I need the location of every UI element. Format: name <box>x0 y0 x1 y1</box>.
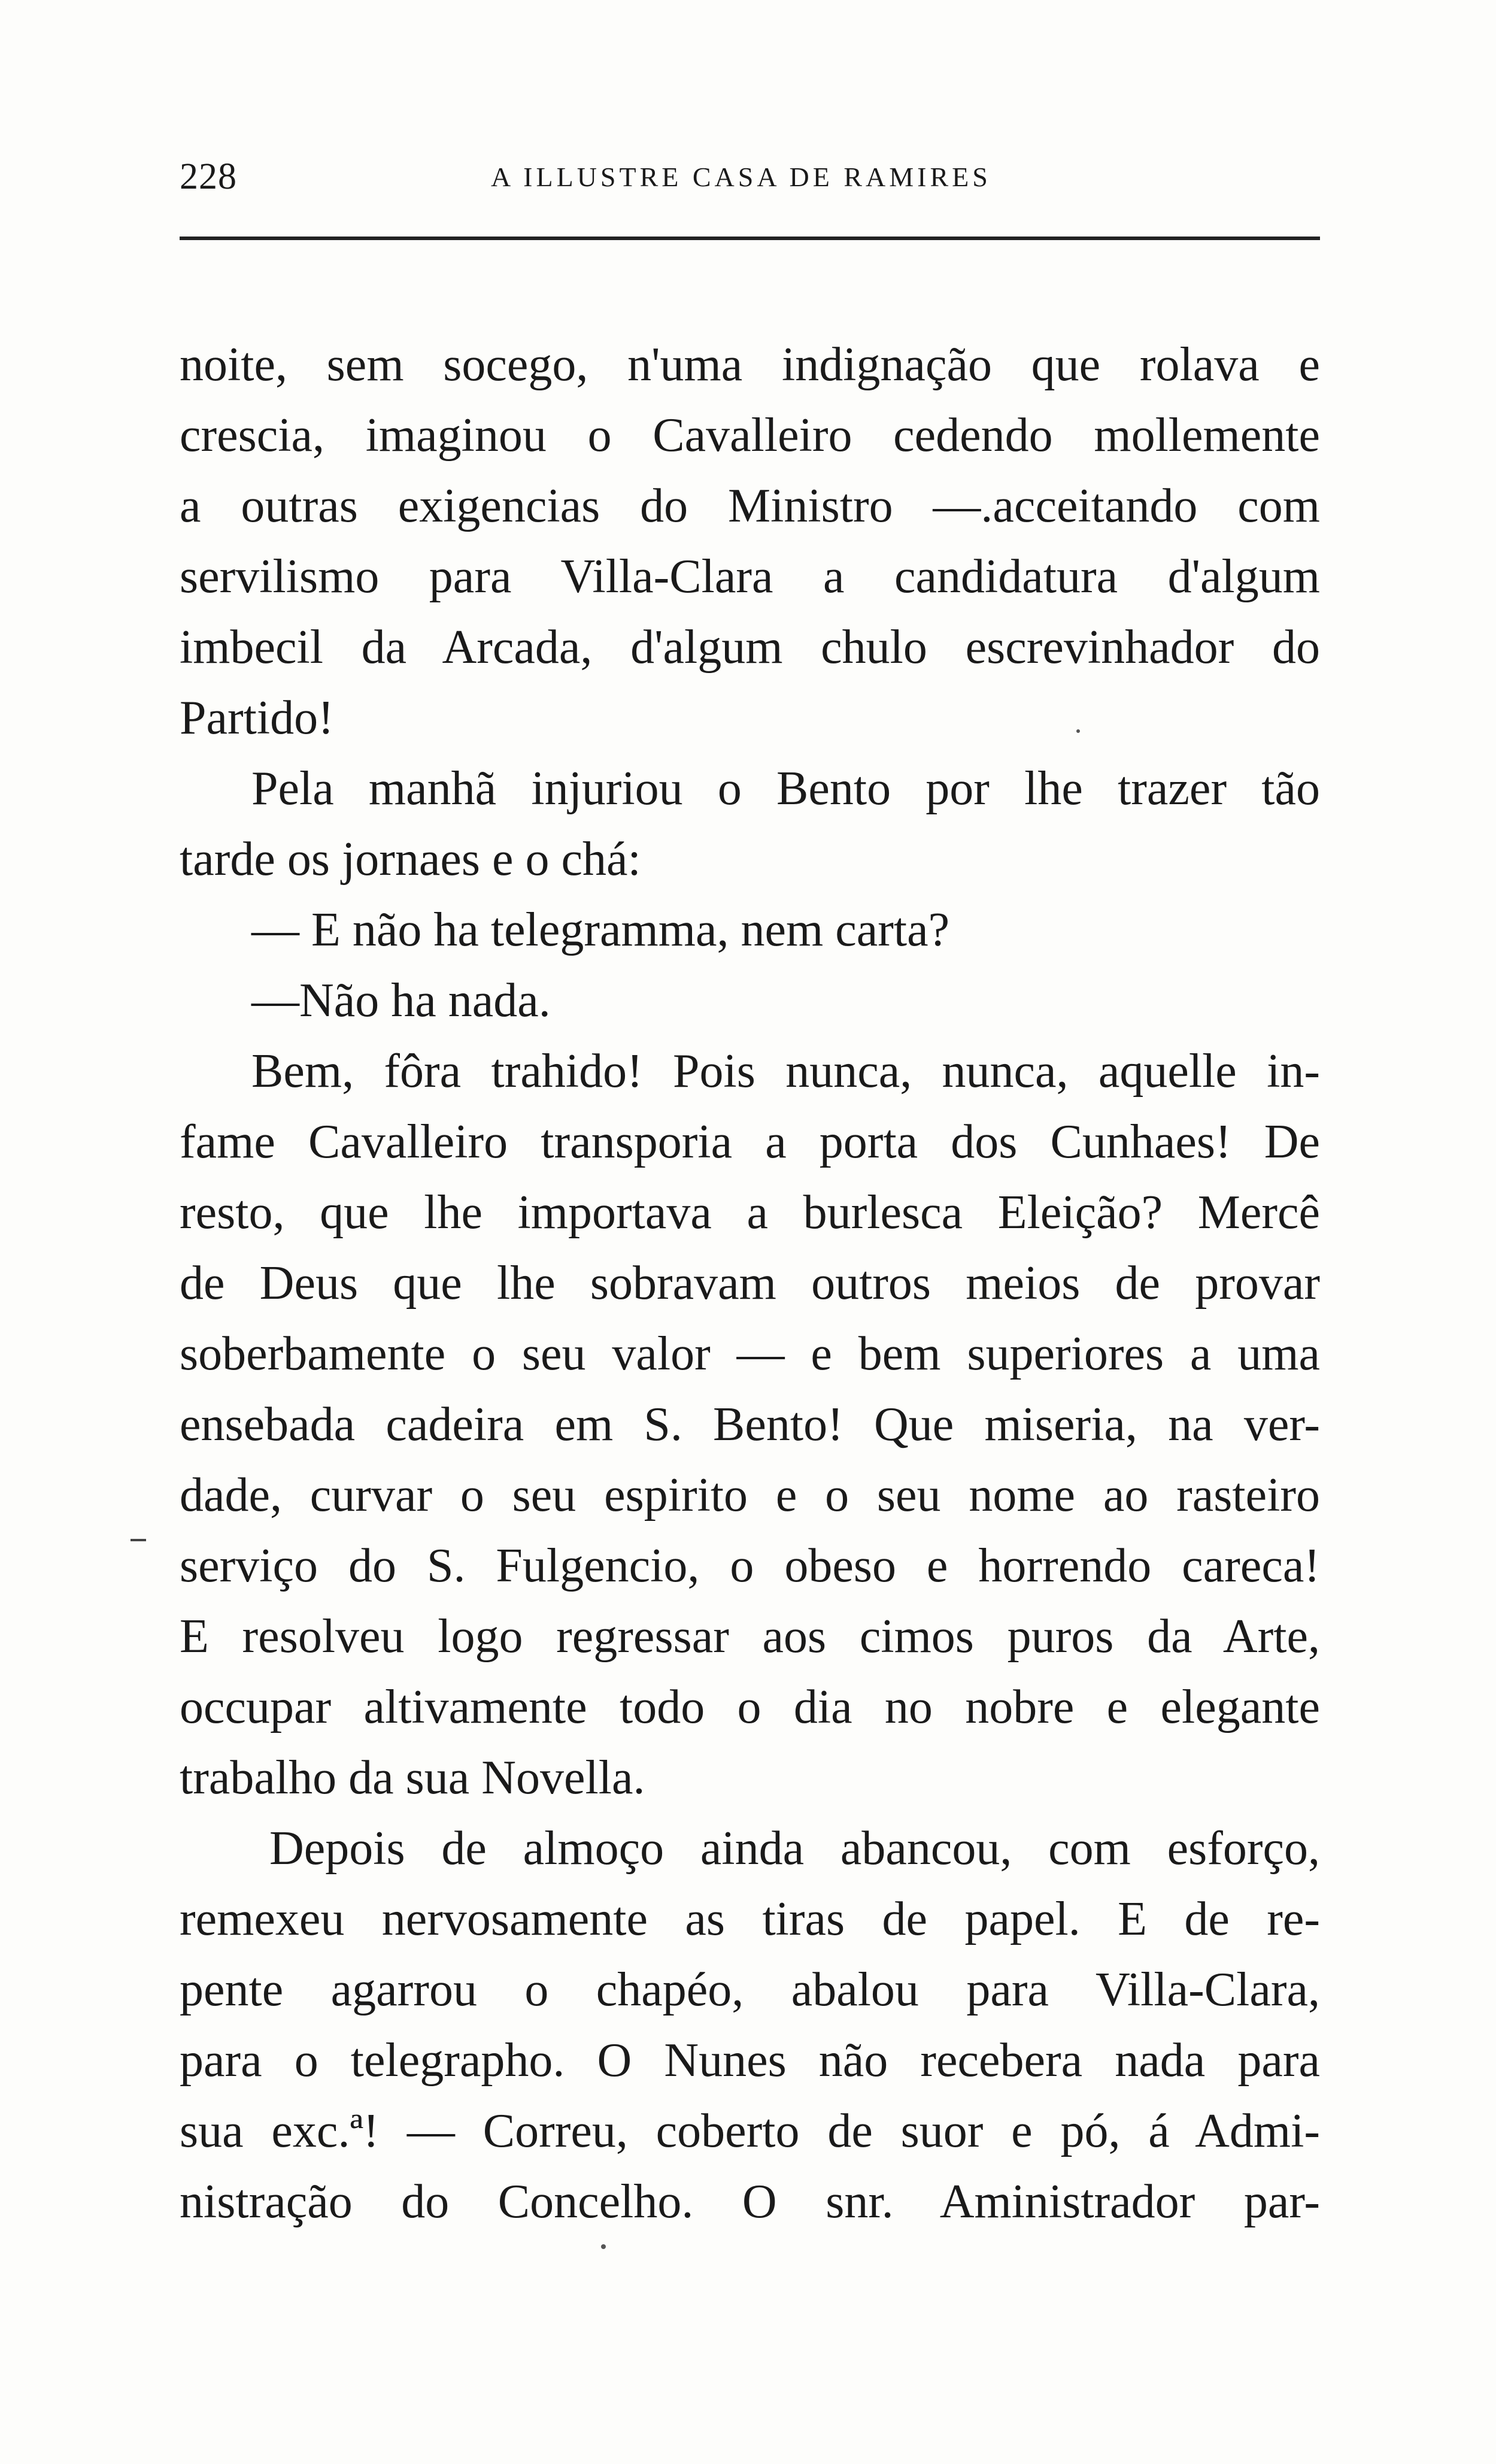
page-number: 228 <box>180 156 237 197</box>
margin-mark <box>131 1539 146 1541</box>
text-line: ensebada cadeira em S. Bento! Que miseria, na ver- <box>180 1398 1320 1451</box>
text-line: Partido! <box>180 692 334 744</box>
text-line: para o telegrapho. O Nunes não recebera nada para <box>180 2034 1320 2087</box>
text-line: Depois de almoço ainda abancou, com esforço, <box>269 1822 1320 1875</box>
text-line: servilismo para Villa-Clara a candidatura d'algum <box>180 550 1320 603</box>
text-line: de Deus que lhe sobravam outros meios de provar <box>180 1257 1320 1310</box>
text-line: crescia, imaginou o Cavalleiro cedendo mollemente <box>180 409 1320 462</box>
text-line: fame Cavalleiro transporia a porta dos Cunhaes! De <box>180 1116 1320 1168</box>
text-line: — E não ha telegramma, nem carta? <box>251 904 950 956</box>
paper-speck <box>1076 729 1080 733</box>
text-line: resto, que lhe importava a burlesca Eleição? Mercê <box>180 1186 1320 1239</box>
text-line: E resolveu logo regressar aos cimos puros da Arte, <box>180 1610 1320 1663</box>
body-text <box>180 329 1320 2237</box>
text-line: trabalho da sua Novella. <box>180 1751 645 1804</box>
text-line: tarde os jornaes e o chá: <box>180 833 641 886</box>
paper-speck <box>601 2244 606 2249</box>
text-line: noite, sem socego, n'uma indignação que rolava e <box>180 338 1320 391</box>
running-title: A ILLUSTRE CASA DE RAMIRES <box>491 162 991 192</box>
running-head <box>180 153 1320 201</box>
text-line: pente agarrou o chapéo, abalou para Villa-Clara, <box>180 1963 1320 2016</box>
text-line: nistração do Concelho. O snr. Aministrador par- <box>180 2175 1320 2228</box>
text-line: remexeu nervosamente as tiras de papel. E de re- <box>180 1893 1320 1945</box>
header-rule <box>180 237 1320 240</box>
text-line: occupar altivamente todo o dia no nobre e elegante <box>180 1681 1320 1733</box>
text-line: a outras exigencias do Ministro —.acceitando com <box>180 480 1320 532</box>
text-line: Pela manhã injuriou o Bento por lhe trazer tão <box>251 762 1320 815</box>
text-line: —Não ha nada. <box>251 974 551 1027</box>
text-line: soberbamente o seu valor — e bem superiores a uma <box>180 1328 1320 1380</box>
text-line: serviço do S. Fulgencio, o obeso e horrendo careca! <box>180 1539 1320 1592</box>
text-line: imbecil da Arcada, d'algum chulo escrevinhador do <box>180 621 1320 674</box>
text-line: Bem, fôra trahido! Pois nunca, nunca, aquelle in- <box>251 1045 1320 1098</box>
text-line: dade, curvar o seu espirito e o seu nome ao rasteiro <box>180 1469 1320 1522</box>
text-line: sua exc.ª! — Correu, coberto de suor e pó, á Admi- <box>180 2105 1320 2157</box>
